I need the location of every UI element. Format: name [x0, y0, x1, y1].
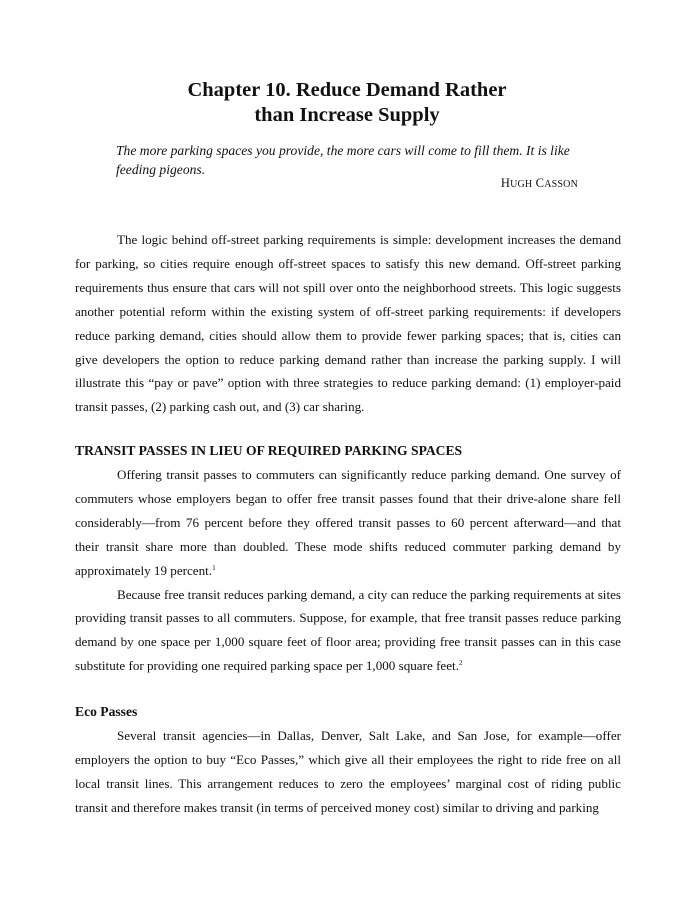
section-heading-transit: TRANSIT PASSES IN LIEU OF REQUIRED PARKING SPACES — [75, 443, 463, 458]
transit-paragraph-2-text: Because free transit reduces parking demand, a city can reduce the parking requirements at sites providing transit passes to all commuters. Suppose, for example, that free transit passes reduce parking demand by one space per 1,000 square feet of floor area; providing free transit passes can in this case substitute for providing one required parking space per 1,000 square feet. — [75, 586, 621, 674]
attribution-rest-1: UGH — [510, 179, 533, 190]
eco-section — [75, 724, 621, 824]
intro-paragraph: The logic behind off-street parking requirements is simple: development increases the demand for parking, so cities require enough off-street spaces to satisfy this new demand. Off-street parking requirements thus ensure that cars will not spill over onto the neighborhood streets. This logic suggests another potential reform within the existing system of off-street parking requirements: if developers reduce parking demand, cities should allow them to provide fewer parking spaces; that is, cities can give developers the option to reduce parking demand rather than increase the parking supply. I will illustrate this “pay or pave” option with three strategies to reduce parking demand: (1) employer-paid transit passes, (2) parking cash out, and (3) car sharing. — [75, 232, 621, 415]
epigraph-quote: The more parking spaces you provide, the more cars will come to fill them. It is like feeding pigeons. — [116, 143, 570, 177]
attribution-initial-2: C — [535, 176, 545, 190]
attribution-rest-2: ASSON — [544, 179, 578, 190]
eco-paragraph: Several transit agencies—in Dallas, Denver, Salt Lake, and San Jose, for example—offer employers the option to buy “Eco Passes,” which give all their employees the right to ride free on all local transit lines. This arrangement reduces to zero the employees’ marginal cost of riding public transit and therefore makes transit (in terms of perceived money cost) similar to driving and parking — [75, 728, 621, 815]
footnote-marker-2[interactable]: 2 — [458, 659, 463, 668]
attribution-initial-1: H — [500, 176, 511, 190]
subheading-eco-passes: Eco Passes — [75, 704, 138, 719]
chapter-title — [0, 78, 694, 128]
transit-paragraph-2 — [75, 583, 621, 679]
chapter-title-line-2: than Increase Supply — [254, 104, 440, 126]
intro-section — [75, 228, 621, 419]
chapter-title-line-1: Chapter 10. Reduce Demand Rather — [187, 79, 507, 101]
transit-paragraph-1-text: Offering transit passes to commuters can significantly reduce parking demand. One survey of commuters whose employers began to offer free transit passes found that their drive-alone share fell considerably—from 76 percent before they offered transit passes to 60 percent afterward—and that their transit share more than doubled. These mode shifts reduced commuter parking demand by approximately 19 percent. — [75, 467, 621, 578]
footnote-marker-1[interactable]: 1 — [212, 563, 216, 572]
epigraph-attribution — [501, 176, 578, 191]
transit-paragraph-1 — [75, 463, 621, 583]
transit-section — [75, 463, 621, 678]
